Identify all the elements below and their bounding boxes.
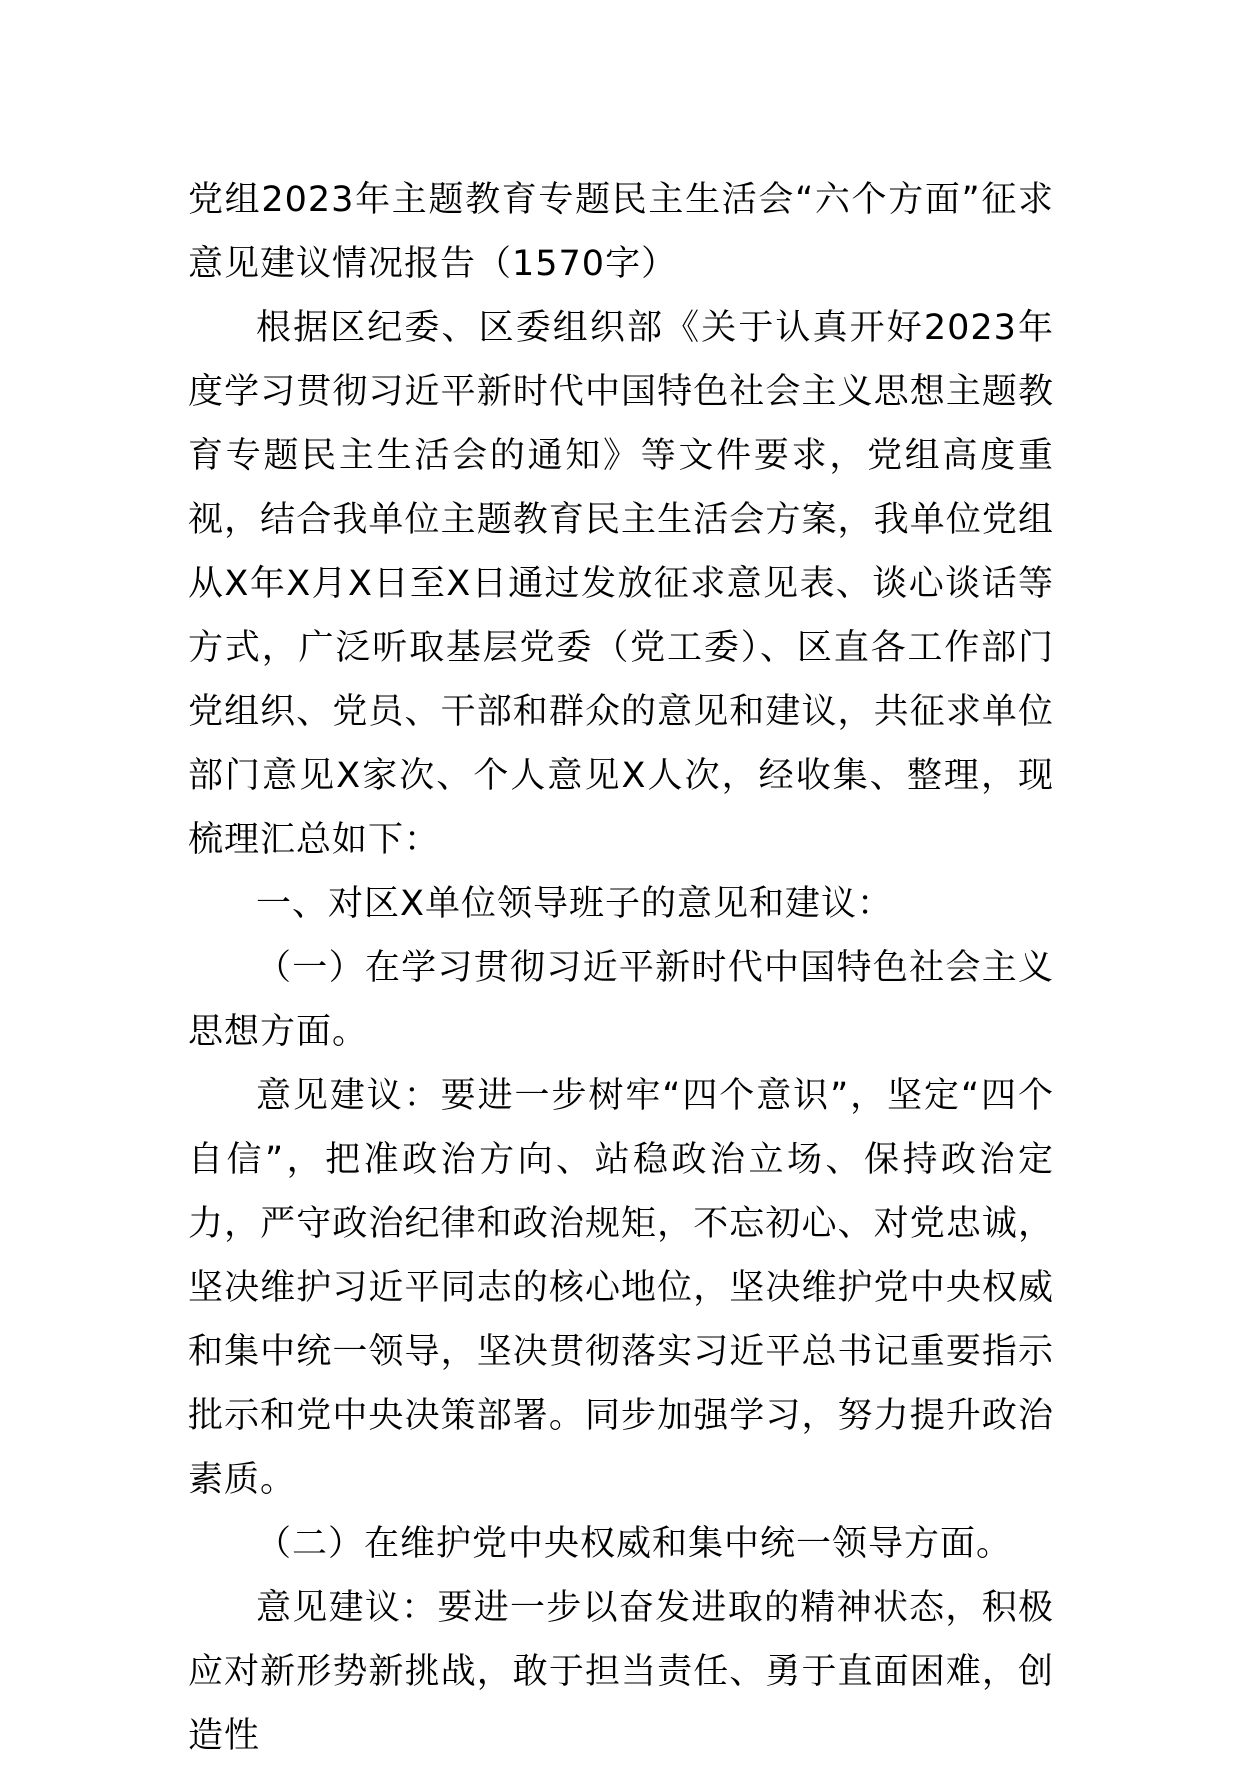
paragraph-suggestion-2: 意见建议：要进一步以奋发进取的精神状态，积极应对新形势新挑战，敢于担当责任、勇于直面困难，创造性: [188, 1588, 1054, 1756]
paragraph-suggestion-1: 意见建议：要进一步树牢“四个意识”，坚定“四个自信”，把准政治方向、站稳政治立场、保持政治定力，严守政治纪律和政治规矩，不忘初心、对党忠诚，坚决维护习近平同志的核心地位，坚决维护党中央权威和集中统一领导，坚决贯彻落实习近平总书记重要指示批示和党中央决策部署。同步加强学习，努力提升政治素质。: [188, 1076, 1054, 1500]
paragraph-intro: 根据区纪委、区委组织部《关于认真开好2023年度学习贯彻习近平新时代中国特色社会主义思想主题教育专题民主生活会的通知》等文件要求，党组高度重视，结合我单位主题教育民主生活会方案，我单位党组从X年X月X日至X日通过发放征求意见表、谈心谈话等方式，广泛听取基层党委（党工委）、区直各工作部门党组织、党员、干部和群众的意见和建议，共征求单位部门意见X家次、个人意见X人次，经收集、整理，现梳理汇总如下：: [188, 308, 1054, 860]
section-heading-1: 一、对区X单位领导班子的意见和建议：: [256, 884, 893, 924]
subsection-heading-2: （二）在维护党中央权威和集中统一领导方面。: [256, 1524, 1013, 1564]
subsection-heading-1: （一）在学习贯彻习近平新时代中国特色社会主义思想方面。: [188, 948, 1054, 1052]
document-body: [188, 168, 1054, 1768]
document-title: 党组2023年主题教育专题民主生活会“六个方面”征求意见建议情况报告（1570字）: [188, 180, 1054, 284]
